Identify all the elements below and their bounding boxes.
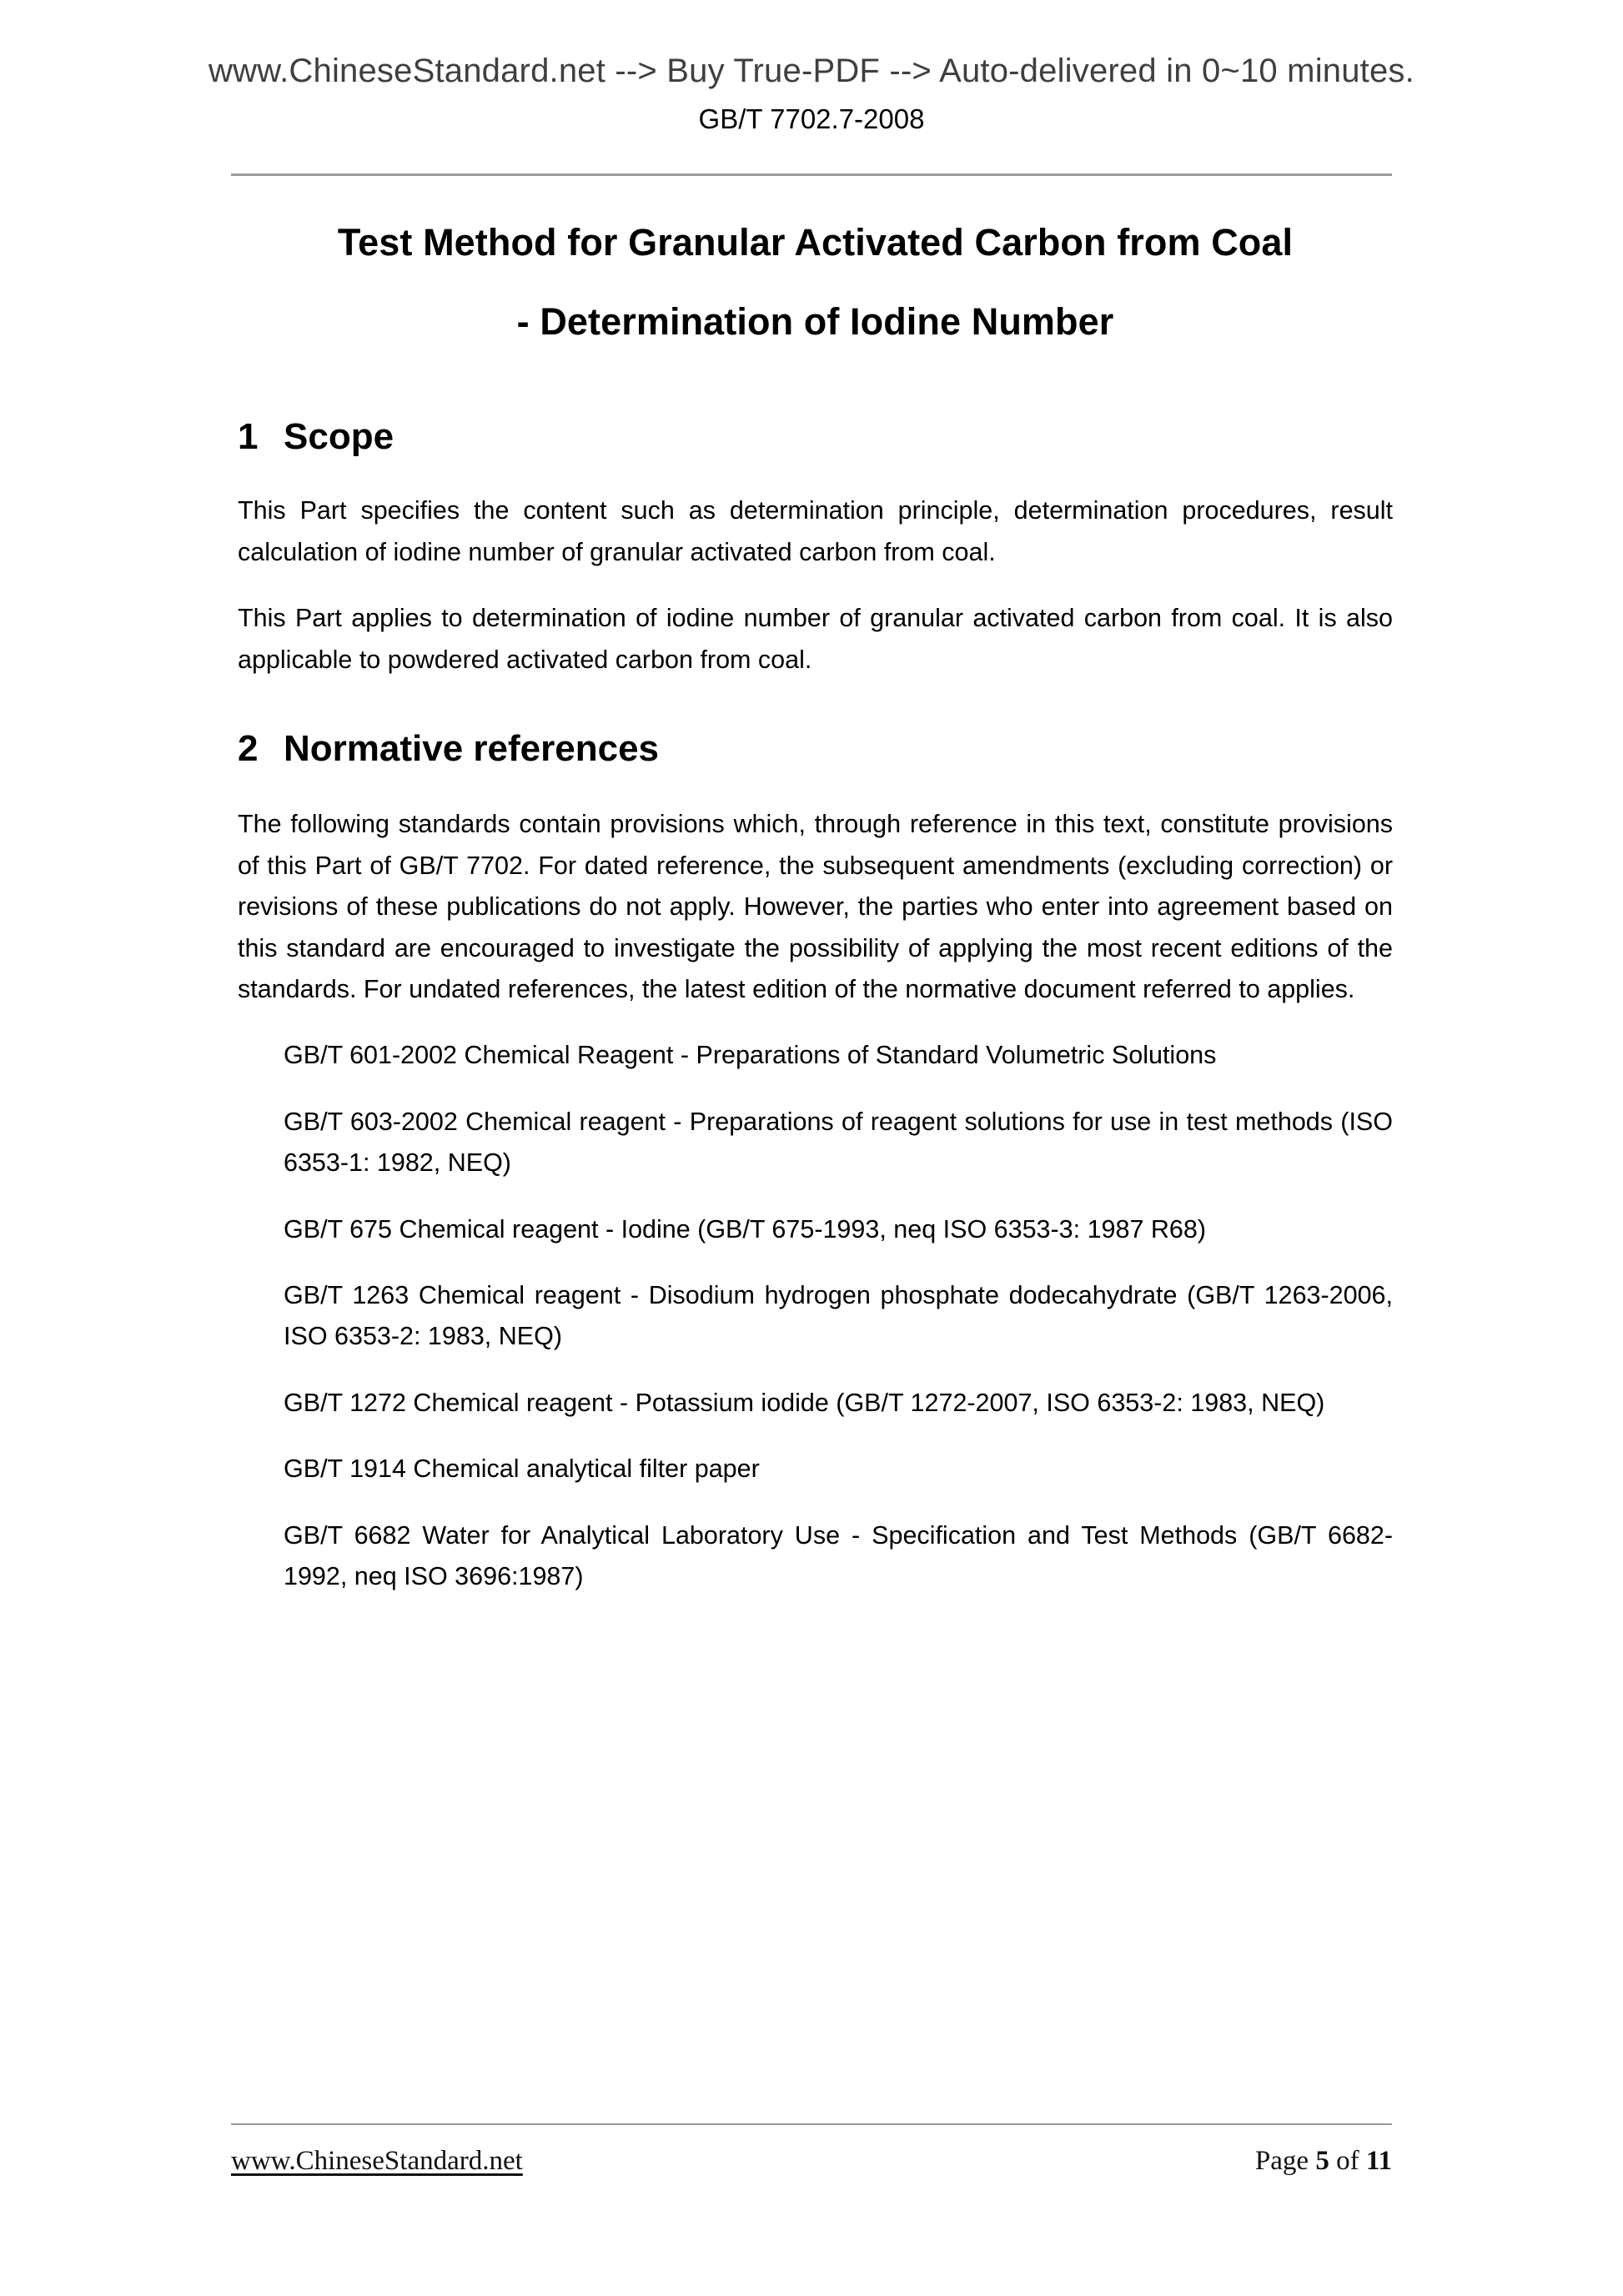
reference-item: GB/T 601-2002 Chemical Reagent - Preparations of Standard Volumetric Solutions xyxy=(284,1041,1217,1070)
section-title-2: Normative references xyxy=(284,728,660,770)
page-title xyxy=(238,221,1393,343)
footer-of-label: of xyxy=(1336,2146,1359,2176)
footer-divider xyxy=(231,2123,1392,2125)
page-title-line-1: Test Method for Granular Activated Carbon from Coal xyxy=(337,221,1294,264)
reference-item: GB/T 1272 Chemical reagent - Potassium iodide (GB/T 1272-2007, ISO 6353-2: 1983, NEQ) xyxy=(284,1388,1325,1417)
section-heading-scope xyxy=(238,417,1393,457)
normative-references-intro: The following standards contain provisions which, through reference in this text, constitute provisions of this Part of GB/T 7702. For dated reference, the subsequent amendments (excluding correction) or revisions of these publications do not apply. However, the parties who enter into agreement based on this standard are encouraged to investigate the possibility of applying the most recent editions of the standards. For undated references, the latest edition of the normative document referred to applies. xyxy=(238,810,1393,1004)
reference-item: GB/T 675 Chemical reagent - Iodine (GB/T 675-1993, neq ISO 6353-3: 1987 R68) xyxy=(284,1214,1206,1243)
footer-page-total: 11 xyxy=(1365,2146,1392,2176)
footer-website-link[interactable]: www.ChineseStandard.net xyxy=(231,2146,523,2176)
reference-item: GB/T 1263 Chemical reagent - Disodium hydrogen phosphate dodecahydrate (GB/T 1263-2006, ISO 6353-2: 1983, NEQ) xyxy=(284,1281,1393,1351)
footer-page-label: Page xyxy=(1254,2146,1309,2176)
standard-code-text: GB/T 7702.7-2008 xyxy=(698,103,925,134)
section-number-1: 1 xyxy=(238,416,259,457)
page-title-line-2: - Determination of Iodine Number xyxy=(516,300,1114,343)
section-title-1: Scope xyxy=(284,416,394,457)
scope-paragraph-1: This Part specifies the content such as determination principle, determination procedures, result calculation of iodine number of granular activated carbon from coal. xyxy=(238,496,1393,566)
reference-item: GB/T 603-2002 Chemical reagent - Preparations of reagent solutions for use in test methods (ISO 6353-1: 1982, NEQ) xyxy=(284,1107,1393,1178)
reference-item: GB/T 1914 Chemical analytical filter paper xyxy=(284,1454,760,1484)
section-number-2: 2 xyxy=(238,728,259,770)
promo-banner-text: www.ChineseStandard.net --> Buy True-PDF --> Auto-delivered in 0~10 minutes. xyxy=(209,53,1414,89)
section-heading-normative-references xyxy=(238,729,1393,769)
page-header xyxy=(0,52,1623,135)
reference-item: GB/T 6682 Water for Analytical Laboratory Use - Specification and Test Methods (GB/T 6682-1992, neq ISO 3696:1987) xyxy=(284,1520,1393,1591)
scope-paragraph-2: This Part applies to determination of iodine number of granular activated carbon from coal. It is also applicable to powdered activated carbon from coal. xyxy=(238,604,1393,674)
footer-page-number: 5 xyxy=(1315,2146,1329,2176)
document-body xyxy=(238,221,1393,1598)
footer-page-indicator xyxy=(1255,2146,1392,2177)
page-footer xyxy=(231,2146,1392,2177)
header-divider xyxy=(231,173,1392,176)
